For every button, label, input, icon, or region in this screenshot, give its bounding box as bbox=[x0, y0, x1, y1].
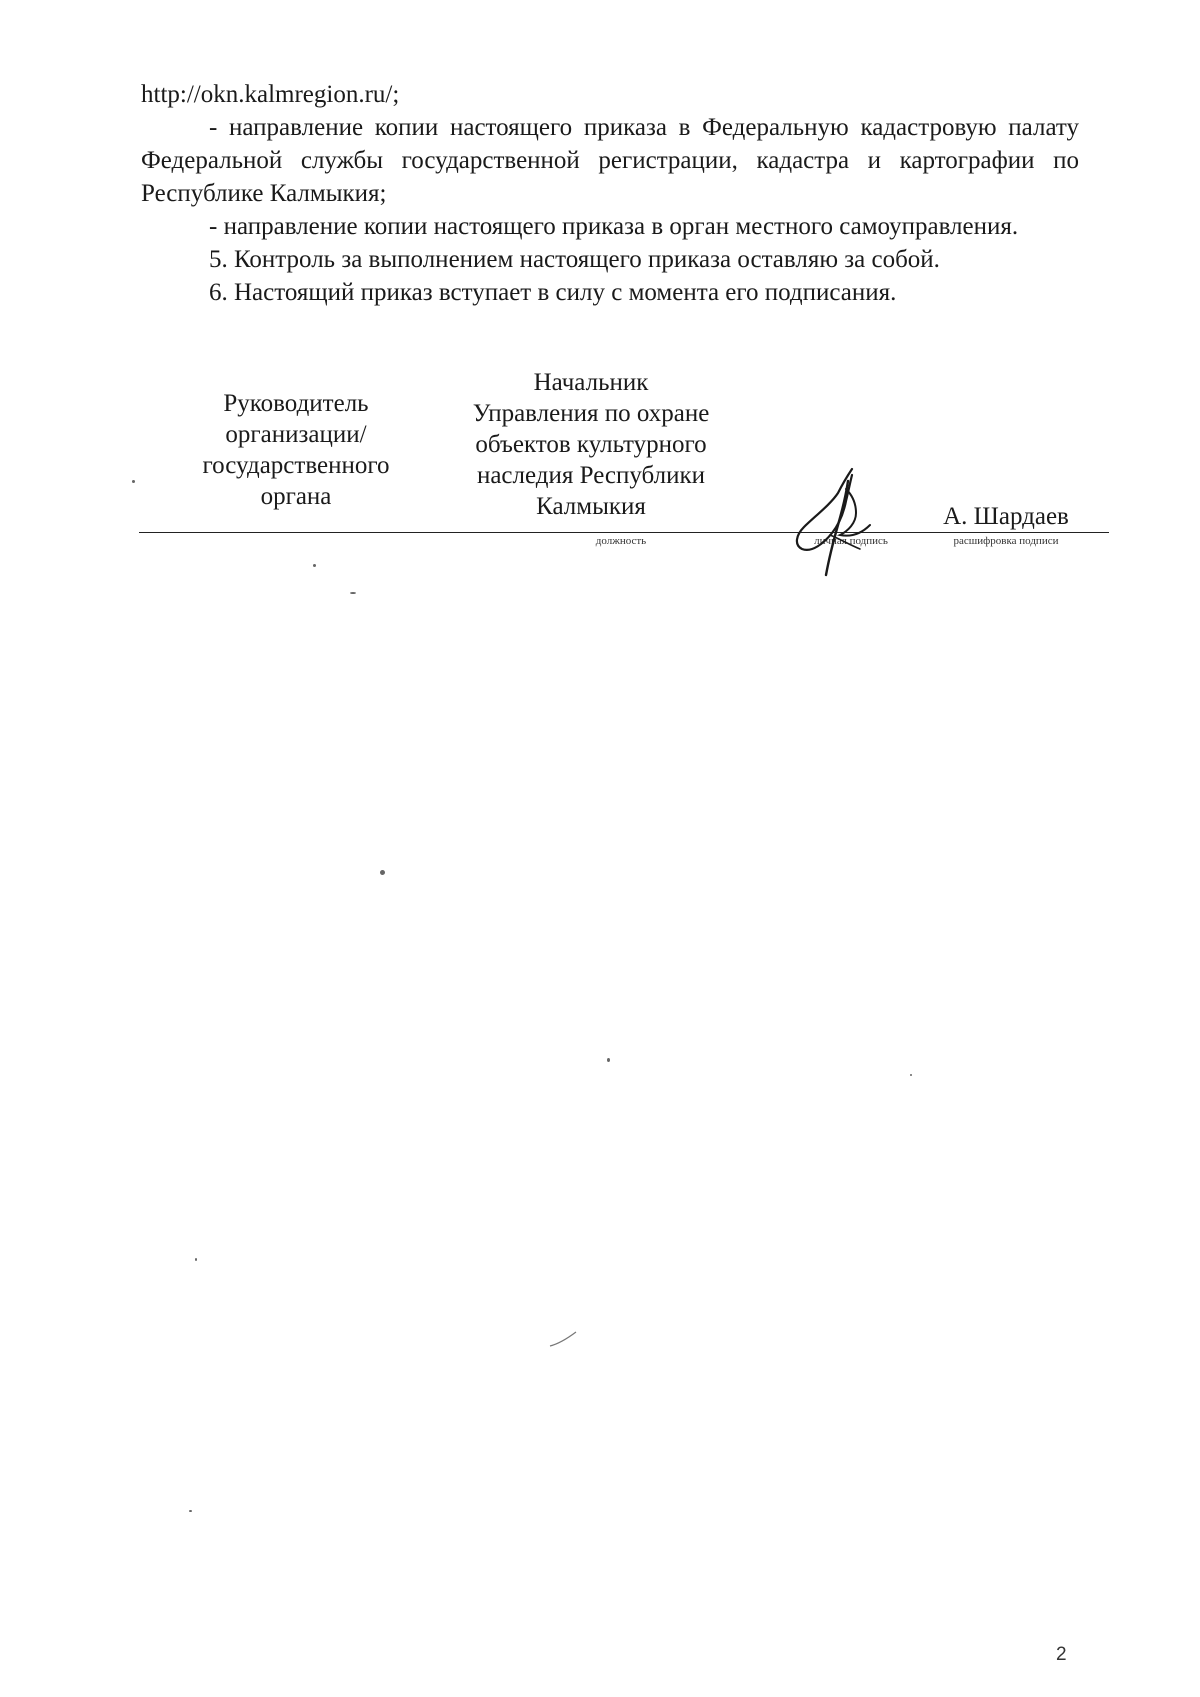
signature-underline bbox=[139, 532, 1109, 533]
position-line: Калмыкия bbox=[536, 493, 646, 520]
position-title bbox=[441, 367, 741, 522]
caption-name: расшифровка подписи bbox=[953, 535, 1059, 547]
position-line: Управления по охране bbox=[472, 400, 710, 427]
label-line: государственного bbox=[202, 452, 390, 479]
scan-speck bbox=[189, 1510, 192, 1512]
scan-stroke bbox=[548, 1330, 578, 1350]
position-line: объектов культурного bbox=[475, 431, 707, 458]
page-number: 2 bbox=[1056, 1644, 1067, 1665]
paragraph-control: 5. Контроль за выполнением настоящего приказа оставляю за собой. bbox=[209, 246, 940, 273]
signature-block bbox=[141, 370, 1121, 570]
url-line: http://okn.kalmregion.ru/; bbox=[141, 81, 400, 108]
caption-position: должность bbox=[595, 535, 647, 547]
scan-speck bbox=[132, 480, 135, 483]
scan-speck bbox=[195, 1258, 197, 1261]
signer-name: А. Шардаев bbox=[943, 503, 1069, 530]
organization-head-label bbox=[176, 388, 416, 512]
label-line: Руководитель bbox=[223, 390, 369, 417]
scan-speck bbox=[607, 1058, 610, 1062]
paragraph-local-government: - направление копии настоящего приказа в орган местного самоуправления. bbox=[209, 213, 1019, 240]
position-line: Начальник bbox=[533, 369, 649, 396]
body-text bbox=[141, 78, 1079, 309]
scan-speck bbox=[910, 1074, 912, 1076]
scan-speck bbox=[313, 564, 316, 567]
position-line: наследия Республики bbox=[476, 462, 706, 489]
scan-speck bbox=[380, 870, 385, 875]
scan-speck bbox=[350, 592, 356, 594]
label-line: организации/ bbox=[225, 421, 367, 448]
label-line: органа bbox=[260, 483, 332, 510]
caption-signature: личная подпись bbox=[814, 535, 888, 547]
paragraph-cadastral: - направление копии настоящего приказа в Федеральную кадастровую палату Федеральной службы государственной регистрации, кадастра и картографии по Республике Калмыкия; bbox=[141, 114, 1079, 207]
handwritten-signature-icon bbox=[790, 465, 900, 580]
paragraph-effective: 6. Настоящий приказ вступает в силу с момента его подписания. bbox=[209, 279, 897, 306]
